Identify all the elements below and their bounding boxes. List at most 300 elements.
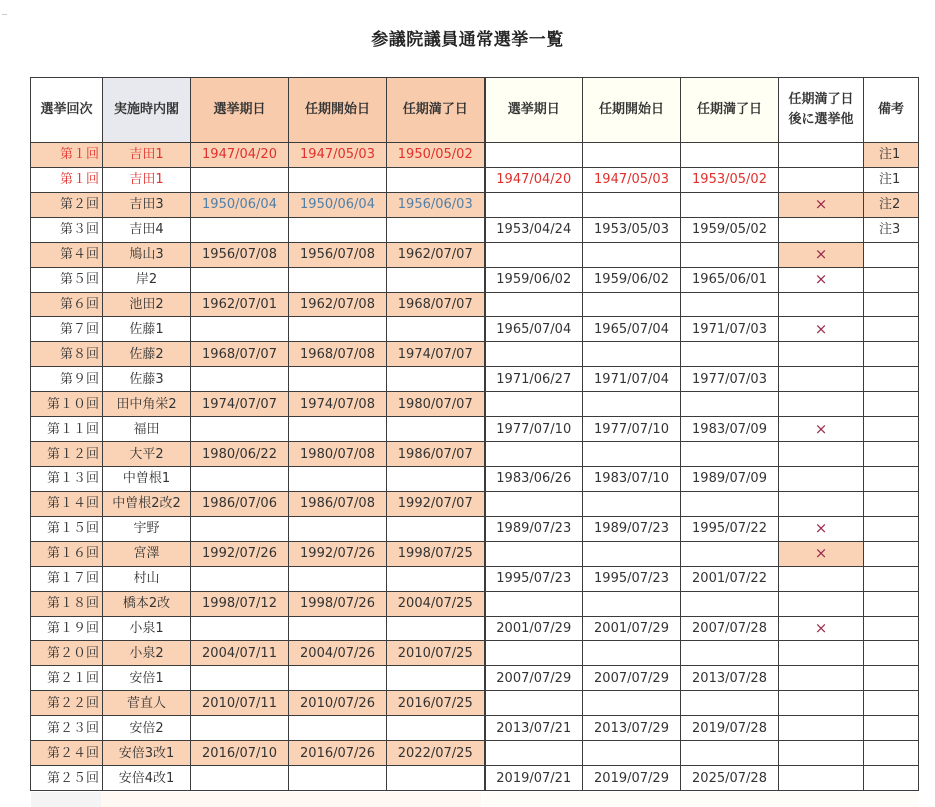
cell-cabinet: 吉田1	[103, 143, 191, 168]
cell-cabinet: 小泉2	[103, 641, 191, 666]
cell-term-start-b: 1995/07/23	[583, 566, 681, 591]
cell-term-end-a: 2022/07/25	[387, 741, 485, 766]
cell-round: 第１１回	[31, 417, 103, 442]
cell-term-end-a: 1986/07/07	[387, 442, 485, 467]
cell-term-start-a: 1998/07/26	[289, 591, 387, 616]
cell-term-end-a	[387, 466, 485, 491]
cell-round: 第２回	[31, 192, 103, 217]
table-row	[31, 167, 919, 192]
cell-round: 第４回	[31, 242, 103, 267]
cell-term-end-b	[681, 541, 779, 566]
cell-note	[864, 342, 919, 367]
cell-note	[864, 566, 919, 591]
cell-election-date-b	[485, 342, 583, 367]
cell-term-end-b: 2019/07/28	[681, 716, 779, 741]
cell-term-end-a: 2016/07/25	[387, 691, 485, 716]
cell-election-date-a: 1992/07/26	[191, 541, 289, 566]
cell-election-date-b	[485, 242, 583, 267]
cell-term-end-b	[681, 392, 779, 417]
cell-election-date-b: 1953/04/24	[485, 217, 583, 242]
cell-election-date-a	[191, 367, 289, 392]
cell-after-expiry	[779, 591, 864, 616]
cell-term-start-b: 1947/05/03	[583, 167, 681, 192]
table-row	[31, 317, 919, 342]
cell-election-date-b: 2019/07/21	[485, 766, 583, 791]
cell-after-expiry	[779, 392, 864, 417]
footer-strip	[31, 792, 101, 807]
cell-round: 第８回	[31, 342, 103, 367]
cell-cabinet: 橋本2改	[103, 591, 191, 616]
cell-election-date-b: 1965/07/04	[485, 317, 583, 342]
cell-term-start-b: 2019/07/29	[583, 766, 681, 791]
cell-cabinet: 小泉1	[103, 616, 191, 641]
cell-election-date-a	[191, 317, 289, 342]
cell-round: 第２０回	[31, 641, 103, 666]
cell-term-end-b	[681, 292, 779, 317]
cell-note	[864, 541, 919, 566]
cell-note	[864, 491, 919, 516]
table-row	[31, 766, 919, 791]
table-row	[31, 491, 919, 516]
cell-after-expiry	[779, 167, 864, 192]
cell-term-start-a: 2016/07/26	[289, 741, 387, 766]
cell-cabinet: 佐藤3	[103, 367, 191, 392]
cell-after-expiry	[779, 217, 864, 242]
cell-note	[864, 292, 919, 317]
header-row	[31, 78, 919, 143]
cell-term-start-a	[289, 466, 387, 491]
cell-note	[864, 267, 919, 292]
footer-strip	[101, 792, 481, 807]
table-row	[31, 541, 919, 566]
table-row	[31, 641, 919, 666]
cell-after-expiry	[779, 716, 864, 741]
cell-election-date-b: 2001/07/29	[485, 616, 583, 641]
cell-term-start-b: 2001/07/29	[583, 616, 681, 641]
cell-after-expiry: ×	[779, 192, 864, 217]
cell-term-start-b: 1971/07/04	[583, 367, 681, 392]
cell-term-start-a: 1962/07/08	[289, 292, 387, 317]
cell-cabinet: 安倍3改1	[103, 741, 191, 766]
cell-term-end-b: 1953/05/02	[681, 167, 779, 192]
cell-term-end-b	[681, 691, 779, 716]
cell-round: 第１０回	[31, 392, 103, 417]
cell-round: 第２２回	[31, 691, 103, 716]
cell-term-start-a	[289, 566, 387, 591]
table-body	[31, 143, 919, 791]
cell-term-end-b: 1995/07/22	[681, 516, 779, 541]
table-row	[31, 217, 919, 242]
cell-election-date-a: 1980/06/22	[191, 442, 289, 467]
cell-election-date-a: 1974/07/07	[191, 392, 289, 417]
cell-term-start-a	[289, 167, 387, 192]
header-after-expiry: 任期満了日 後に選挙他	[779, 78, 864, 143]
cell-election-date-b: 1977/07/10	[485, 417, 583, 442]
cell-term-end-b	[681, 442, 779, 467]
cell-cabinet: 村山	[103, 566, 191, 591]
table-row	[31, 417, 919, 442]
cell-election-date-b: 1971/06/27	[485, 367, 583, 392]
cell-election-date-b	[485, 541, 583, 566]
cell-round: 第３回	[31, 217, 103, 242]
cell-election-date-a	[191, 716, 289, 741]
cell-election-date-a: 1956/07/08	[191, 242, 289, 267]
cell-term-end-b: 1971/07/03	[681, 317, 779, 342]
table-row	[31, 392, 919, 417]
cell-election-date-a: 1998/07/12	[191, 591, 289, 616]
table-row	[31, 666, 919, 691]
cell-term-end-a: 2010/07/25	[387, 641, 485, 666]
cell-after-expiry	[779, 641, 864, 666]
page-title: 参議院議員通常選挙一覧	[371, 30, 564, 50]
cell-election-date-a: 1962/07/01	[191, 292, 289, 317]
cell-round: 第９回	[31, 367, 103, 392]
cell-term-end-a	[387, 417, 485, 442]
cell-term-start-a: 1950/06/04	[289, 192, 387, 217]
cell-election-date-b	[485, 741, 583, 766]
header-term-end-a: 任期満了日	[387, 78, 485, 143]
cell-term-start-b: 1953/05/03	[583, 217, 681, 242]
cell-election-date-b	[485, 392, 583, 417]
cell-note	[864, 616, 919, 641]
cell-term-start-b: 1977/07/10	[583, 417, 681, 442]
header-term-start-a: 任期開始日	[289, 78, 387, 143]
cell-term-end-a: 1950/05/02	[387, 143, 485, 168]
cell-term-end-b: 1989/07/09	[681, 466, 779, 491]
cell-term-start-b	[583, 591, 681, 616]
cell-round: 第１回	[31, 167, 103, 192]
cell-election-date-b	[485, 591, 583, 616]
table-row	[31, 716, 919, 741]
cell-election-date-a	[191, 516, 289, 541]
cell-after-expiry: ×	[779, 516, 864, 541]
cell-term-end-b	[681, 741, 779, 766]
cell-after-expiry	[779, 741, 864, 766]
table-row	[31, 691, 919, 716]
cell-term-start-a: 1980/07/08	[289, 442, 387, 467]
cell-term-end-a	[387, 367, 485, 392]
cell-round: 第１２回	[31, 442, 103, 467]
cell-term-end-b: 2007/07/28	[681, 616, 779, 641]
cell-after-expiry	[779, 143, 864, 168]
cell-cabinet: 安倍1	[103, 666, 191, 691]
header-note: 備考	[864, 78, 919, 143]
cell-after-expiry	[779, 691, 864, 716]
cell-cabinet: 安倍4改1	[103, 766, 191, 791]
corner-mark	[2, 14, 7, 15]
cell-note	[864, 516, 919, 541]
cell-election-date-b: 1959/06/02	[485, 267, 583, 292]
footer-strip	[484, 792, 918, 807]
cell-round: 第１４回	[31, 491, 103, 516]
cell-note	[864, 317, 919, 342]
cell-term-start-b	[583, 541, 681, 566]
header-round: 選挙回次	[31, 78, 103, 143]
cell-term-start-b	[583, 192, 681, 217]
cell-cabinet: 池田2	[103, 292, 191, 317]
cell-term-end-b	[681, 591, 779, 616]
cell-note	[864, 367, 919, 392]
table-row	[31, 367, 919, 392]
cell-election-date-b: 2007/07/29	[485, 666, 583, 691]
cell-cabinet: 吉田3	[103, 192, 191, 217]
cell-term-end-a	[387, 616, 485, 641]
cell-term-start-b	[583, 342, 681, 367]
cell-term-start-b	[583, 242, 681, 267]
cell-round: 第１回	[31, 143, 103, 168]
cell-after-expiry: ×	[779, 317, 864, 342]
cell-term-start-b: 1965/07/04	[583, 317, 681, 342]
cell-round: 第１３回	[31, 466, 103, 491]
cell-election-date-a: 1986/07/06	[191, 491, 289, 516]
header-cabinet: 実施時内閣	[103, 78, 191, 143]
cell-election-date-a	[191, 167, 289, 192]
cell-after-expiry	[779, 292, 864, 317]
cell-election-date-b: 1995/07/23	[485, 566, 583, 591]
cell-election-date-a	[191, 417, 289, 442]
cell-note: 注1	[864, 167, 919, 192]
table-row	[31, 342, 919, 367]
cell-term-end-a: 1962/07/07	[387, 242, 485, 267]
cell-term-start-b	[583, 292, 681, 317]
cell-term-start-a	[289, 317, 387, 342]
cell-election-date-b: 1947/04/20	[485, 167, 583, 192]
cell-after-expiry	[779, 466, 864, 491]
cell-after-expiry: ×	[779, 267, 864, 292]
table-row	[31, 516, 919, 541]
cell-election-date-b: 1983/06/26	[485, 466, 583, 491]
cell-after-expiry: ×	[779, 242, 864, 267]
cell-term-end-a	[387, 267, 485, 292]
cell-note	[864, 242, 919, 267]
cell-election-date-a: 1947/04/20	[191, 143, 289, 168]
cell-term-start-b: 1959/06/02	[583, 267, 681, 292]
cell-term-end-a	[387, 516, 485, 541]
cell-election-date-a	[191, 267, 289, 292]
cell-round: 第２５回	[31, 766, 103, 791]
cell-term-end-a	[387, 666, 485, 691]
cell-term-end-a: 1998/07/25	[387, 541, 485, 566]
cell-note	[864, 417, 919, 442]
cell-cabinet: 菅直人	[103, 691, 191, 716]
cell-election-date-b	[485, 292, 583, 317]
cell-term-start-a: 1974/07/08	[289, 392, 387, 417]
cell-cabinet: 佐藤1	[103, 317, 191, 342]
cell-cabinet: 福田	[103, 417, 191, 442]
cell-round: 第５回	[31, 267, 103, 292]
cell-term-end-b: 2025/07/28	[681, 766, 779, 791]
table-row	[31, 292, 919, 317]
cell-term-start-b	[583, 392, 681, 417]
cell-term-start-a	[289, 766, 387, 791]
cell-term-end-a	[387, 167, 485, 192]
cell-election-date-a	[191, 466, 289, 491]
header-election-date-a: 選挙期日	[191, 78, 289, 143]
cell-term-start-a: 1968/07/08	[289, 342, 387, 367]
cell-term-start-b	[583, 641, 681, 666]
cell-note	[864, 716, 919, 741]
cell-after-expiry	[779, 342, 864, 367]
cell-note: 注1	[864, 143, 919, 168]
cell-round: 第２４回	[31, 741, 103, 766]
cell-after-expiry	[779, 491, 864, 516]
cell-term-end-b: 2001/07/22	[681, 566, 779, 591]
cell-term-start-a: 1986/07/08	[289, 491, 387, 516]
cell-term-end-a: 1992/07/07	[387, 491, 485, 516]
header-term-start-b: 任期開始日	[583, 78, 681, 143]
cell-note	[864, 691, 919, 716]
table-row	[31, 242, 919, 267]
cell-note	[864, 666, 919, 691]
cell-round: 第２３回	[31, 716, 103, 741]
cell-cabinet: 宇野	[103, 516, 191, 541]
cell-note	[864, 392, 919, 417]
cell-cabinet: 大平2	[103, 442, 191, 467]
cell-election-date-a: 1950/06/04	[191, 192, 289, 217]
cell-cabinet: 安倍2	[103, 716, 191, 741]
cell-term-end-b	[681, 342, 779, 367]
cell-cabinet: 田中角栄2	[103, 392, 191, 417]
cell-term-end-b	[681, 491, 779, 516]
cell-term-start-a	[289, 417, 387, 442]
cell-term-end-a	[387, 317, 485, 342]
cell-term-start-a: 2010/07/26	[289, 691, 387, 716]
cell-term-end-b: 2013/07/28	[681, 666, 779, 691]
cell-round: 第１５回	[31, 516, 103, 541]
cell-term-end-b	[681, 242, 779, 267]
cell-after-expiry	[779, 367, 864, 392]
cell-round: 第１７回	[31, 566, 103, 591]
cell-cabinet: 中曽根2改2	[103, 491, 191, 516]
cell-election-date-a	[191, 566, 289, 591]
cell-term-end-a	[387, 766, 485, 791]
cell-term-start-b	[583, 442, 681, 467]
cell-cabinet: 鳩山3	[103, 242, 191, 267]
cell-cabinet: 吉田4	[103, 217, 191, 242]
cell-election-date-b: 2013/07/21	[485, 716, 583, 741]
cell-note: 注3	[864, 217, 919, 242]
cell-term-start-a	[289, 666, 387, 691]
cell-round: 第１６回	[31, 541, 103, 566]
cell-round: 第６回	[31, 292, 103, 317]
cell-term-start-a	[289, 716, 387, 741]
cell-term-start-b	[583, 143, 681, 168]
cell-election-date-a	[191, 666, 289, 691]
cell-election-date-b	[485, 641, 583, 666]
cell-term-end-b: 1959/05/02	[681, 217, 779, 242]
cell-term-end-a: 1968/07/07	[387, 292, 485, 317]
cell-round: 第１９回	[31, 616, 103, 641]
cell-term-start-a	[289, 516, 387, 541]
cell-round: 第７回	[31, 317, 103, 342]
cell-cabinet: 吉田1	[103, 167, 191, 192]
cell-after-expiry: ×	[779, 417, 864, 442]
cell-election-date-a: 2010/07/11	[191, 691, 289, 716]
cell-after-expiry: ×	[779, 541, 864, 566]
cell-term-end-a	[387, 716, 485, 741]
cell-term-start-b: 1989/07/23	[583, 516, 681, 541]
table-row	[31, 143, 919, 168]
cell-term-end-a	[387, 566, 485, 591]
cell-election-date-b	[485, 691, 583, 716]
cell-term-end-b	[681, 641, 779, 666]
cell-note	[864, 466, 919, 491]
cell-election-date-a: 2004/07/11	[191, 641, 289, 666]
cell-term-end-b: 1983/07/09	[681, 417, 779, 442]
cell-term-start-b	[583, 691, 681, 716]
cell-note	[864, 591, 919, 616]
cell-election-date-a: 1968/07/07	[191, 342, 289, 367]
header-election-date-b: 選挙期日	[485, 78, 583, 143]
cell-election-date-b	[485, 143, 583, 168]
cell-cabinet: 佐藤2	[103, 342, 191, 367]
cell-note	[864, 741, 919, 766]
cell-term-start-b	[583, 741, 681, 766]
cell-term-start-a	[289, 616, 387, 641]
election-table	[30, 77, 919, 791]
cell-term-start-a: 1947/05/03	[289, 143, 387, 168]
table-row	[31, 442, 919, 467]
cell-term-end-b: 1977/07/03	[681, 367, 779, 392]
table-row	[31, 566, 919, 591]
cell-after-expiry	[779, 666, 864, 691]
cell-term-start-a: 1992/07/26	[289, 541, 387, 566]
cell-note	[864, 442, 919, 467]
cell-round: 第２１回	[31, 666, 103, 691]
cell-term-end-a: 1980/07/07	[387, 392, 485, 417]
cell-election-date-b	[485, 192, 583, 217]
cell-after-expiry	[779, 566, 864, 591]
cell-term-end-a: 1956/06/03	[387, 192, 485, 217]
cell-election-date-b	[485, 442, 583, 467]
cell-term-end-b: 1965/06/01	[681, 267, 779, 292]
cell-election-date-b: 1989/07/23	[485, 516, 583, 541]
cell-term-start-a	[289, 217, 387, 242]
table-row	[31, 591, 919, 616]
cell-election-date-a	[191, 217, 289, 242]
cell-election-date-a: 2016/07/10	[191, 741, 289, 766]
table-row	[31, 616, 919, 641]
cell-term-end-a: 2004/07/25	[387, 591, 485, 616]
cell-term-end-b	[681, 143, 779, 168]
cell-cabinet: 中曽根1	[103, 466, 191, 491]
cell-election-date-b	[485, 491, 583, 516]
table-row	[31, 267, 919, 292]
header-term-end-b: 任期満了日	[681, 78, 779, 143]
cell-term-start-a: 2004/07/26	[289, 641, 387, 666]
cell-term-start-a: 1956/07/08	[289, 242, 387, 267]
cell-term-start-b: 2013/07/29	[583, 716, 681, 741]
cell-after-expiry: ×	[779, 616, 864, 641]
table-row	[31, 192, 919, 217]
cell-cabinet: 岸2	[103, 267, 191, 292]
cell-term-end-a: 1974/07/07	[387, 342, 485, 367]
cell-after-expiry	[779, 766, 864, 791]
cell-election-date-a	[191, 766, 289, 791]
cell-round: 第１８回	[31, 591, 103, 616]
cell-term-start-b: 2007/07/29	[583, 666, 681, 691]
cell-after-expiry	[779, 442, 864, 467]
cell-term-start-a	[289, 367, 387, 392]
cell-term-start-a	[289, 267, 387, 292]
cell-election-date-a	[191, 616, 289, 641]
cell-note: 注2	[864, 192, 919, 217]
cell-term-start-b	[583, 491, 681, 516]
cell-note	[864, 766, 919, 791]
cell-term-start-b: 1983/07/10	[583, 466, 681, 491]
cell-term-end-b	[681, 192, 779, 217]
cell-note	[864, 641, 919, 666]
